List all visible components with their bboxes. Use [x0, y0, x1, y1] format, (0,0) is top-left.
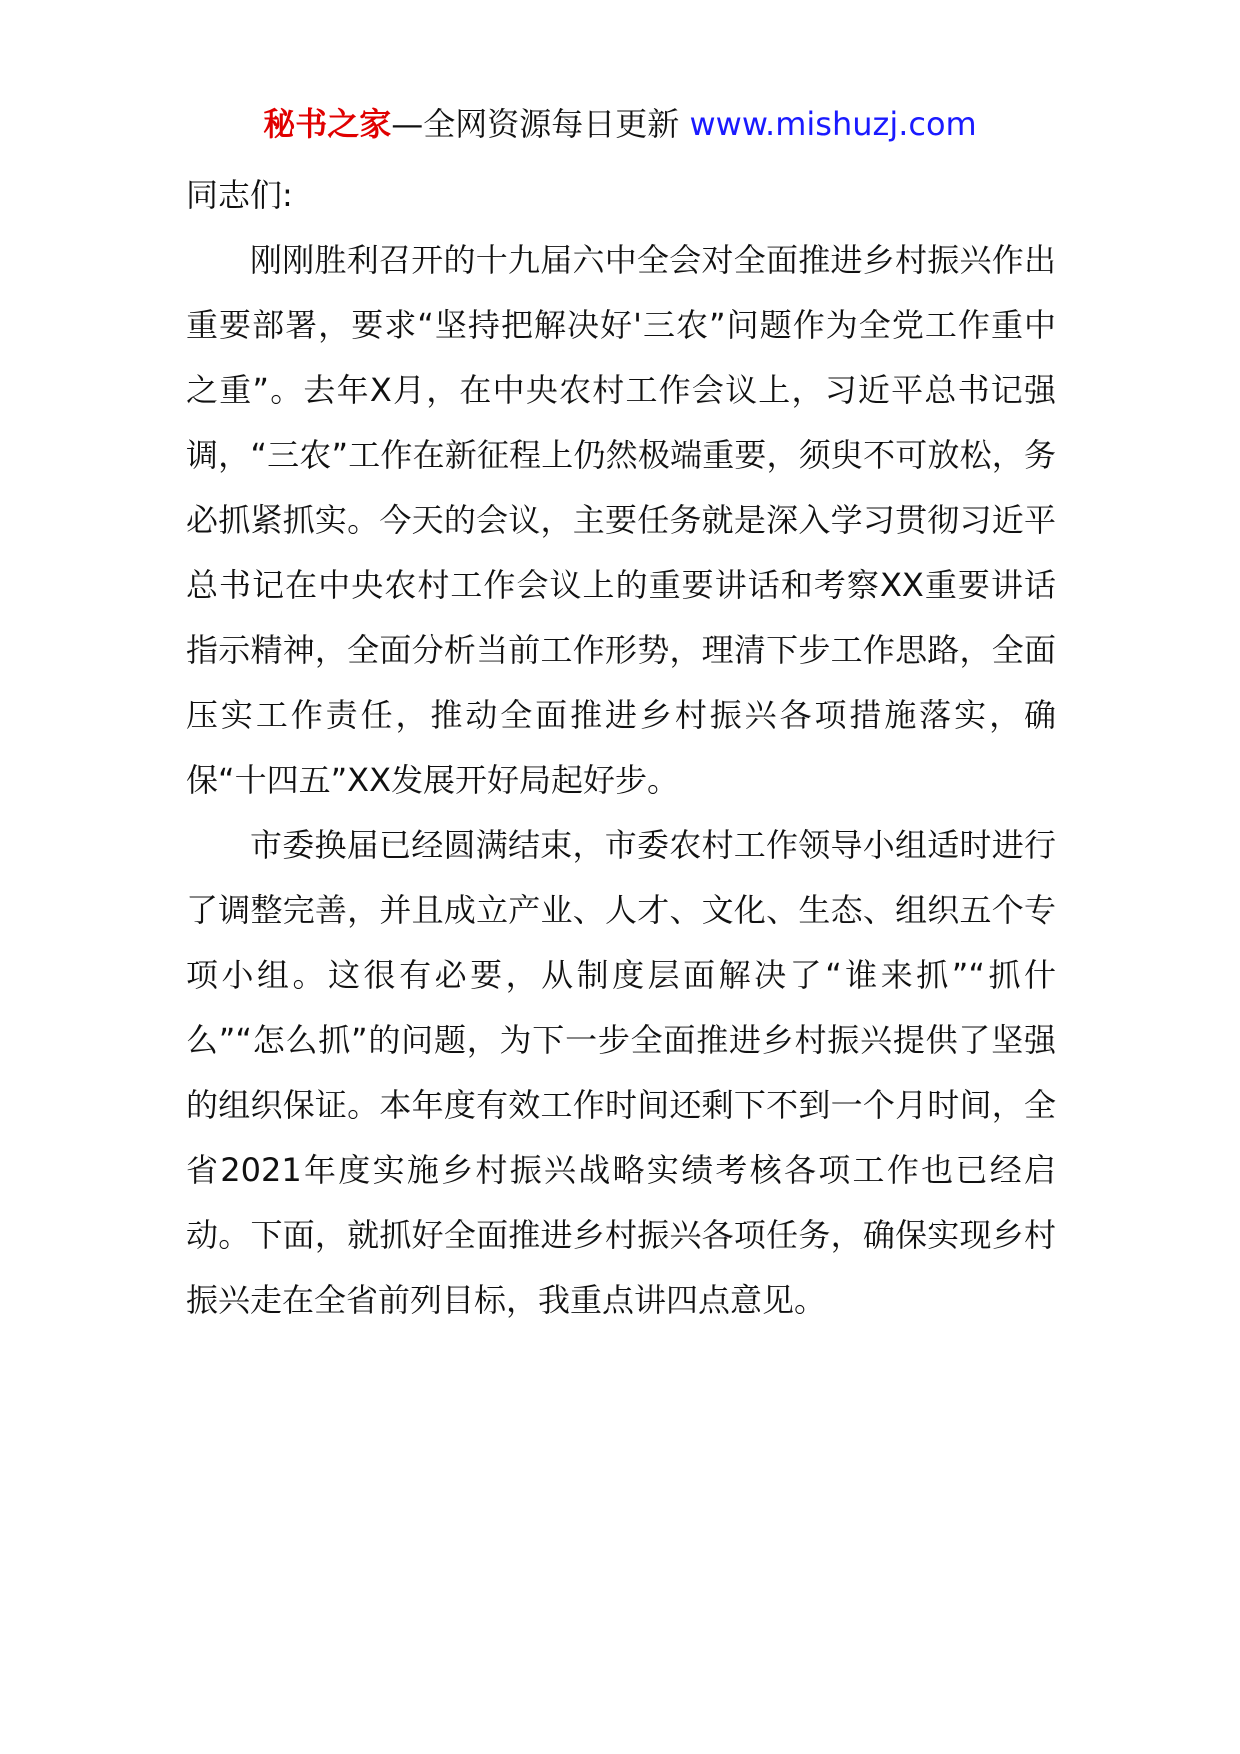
- header-tagline: —全网资源每日更新: [391, 105, 690, 143]
- brand-name: 秘书之家: [263, 105, 392, 143]
- paragraph-2: 市委换届已经圆满结束，市委农村工作领导小组适时进行了调整完善，并且成立产业、人才、文化、生态、组织五个专项小组。这很有必要，从制度层面解决了“谁来抓”“抓什么”“怎么抓”的问题，为下一步全面推进乡村振兴提供了坚强的组织保证。本年度有效工作时间还剩下不到一个月时间，全省2021年度实施乡村振兴战略实绩考核各项工作也已经启动。下面，就抓好全面推进乡村振兴各项任务，确保实现乡村振兴走在全省前列目标，我重点讲四点意见。: [186, 826, 1056, 1319]
- paragraph-1: 刚刚胜利召开的十九届六中全会对全面推进乡村振兴作出重要部署，要求“坚持把解决好'三农”问题作为全党工作重中之重”。去年X月，在中央农村工作会议上，习近平总书记强调，“三农”工作在新征程上仍然极端重要，须臾不可放松，务必抓紧抓实。今天的会议，主要任务就是深入学习贯彻习近平总书记在中央农村工作会议上的重要讲话和考察XX重要讲话指示精神，全面分析当前工作形势，理清下步工作思路，全面压实工作责任，推动全面推进乡村振兴各项措施落实，确保“十四五”XX发展开好局起好步。: [186, 241, 1056, 799]
- letter-greeting: 同志们:: [186, 176, 293, 214]
- site-url-link[interactable]: www.mishuzj.com: [689, 105, 977, 143]
- letter-body: [186, 163, 1056, 1333]
- site-header: [0, 100, 1240, 148]
